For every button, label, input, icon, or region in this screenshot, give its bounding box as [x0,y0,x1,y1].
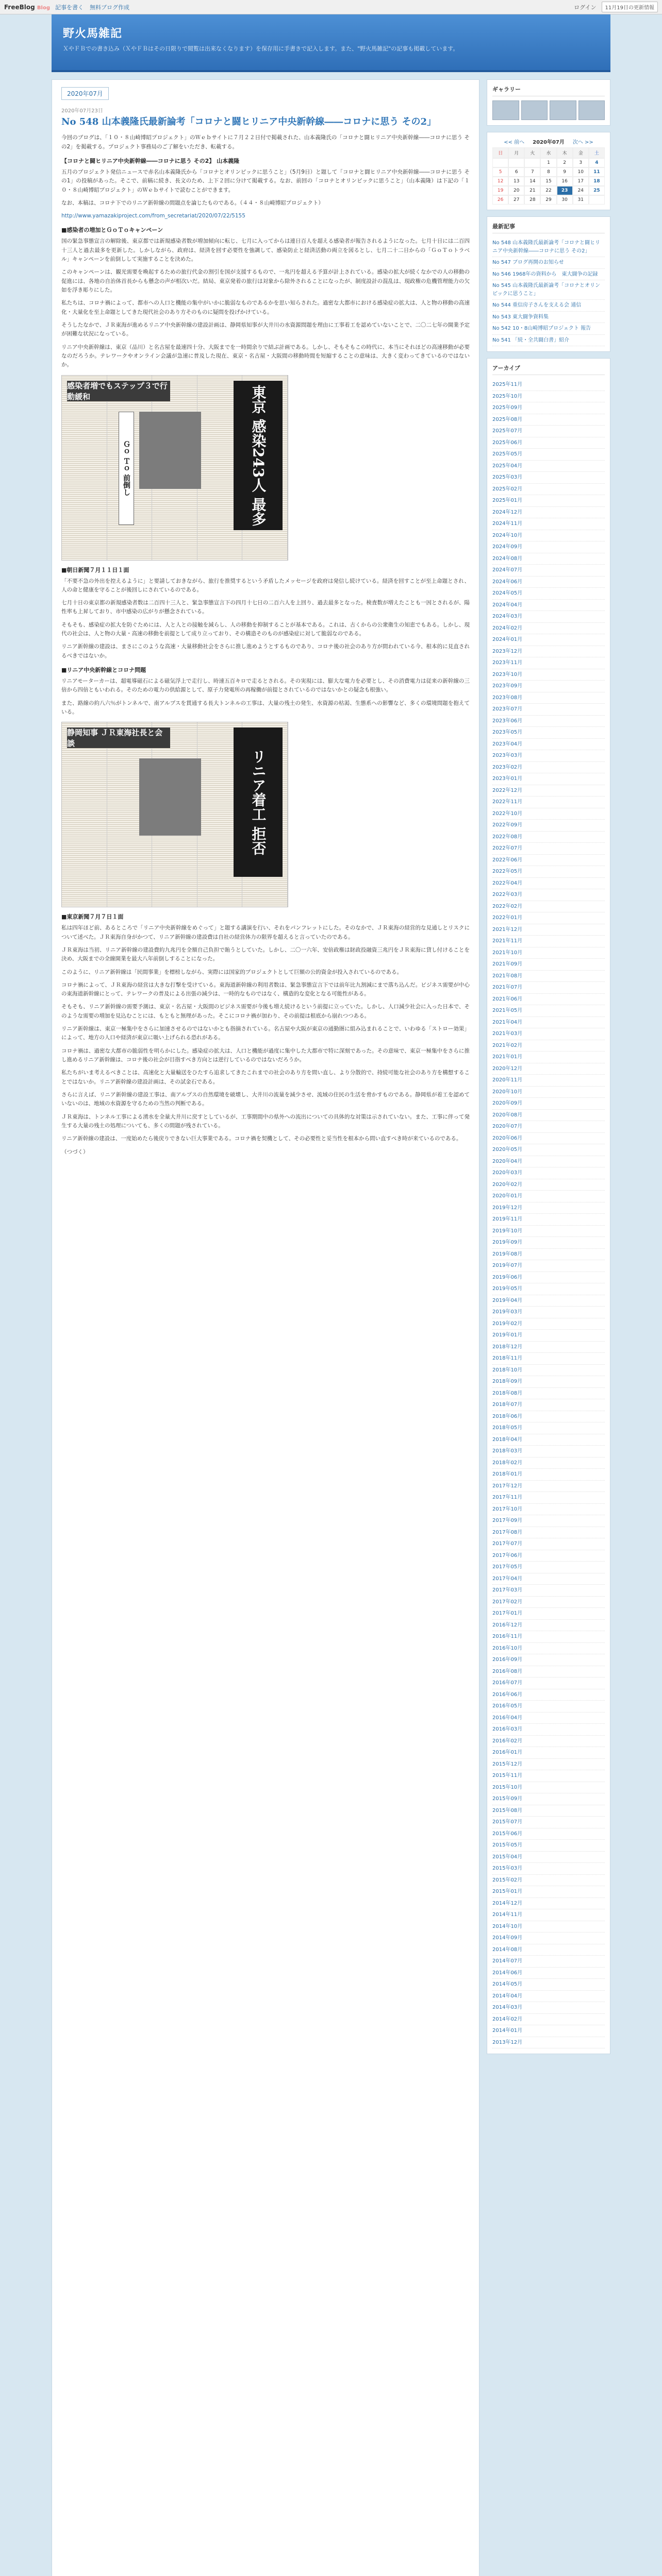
archive-month-link[interactable]: 2015年09月 [492,1793,605,1805]
recent-post-link[interactable]: No 542 10・8山崎博昭プロジェクト 報告 [492,323,605,335]
archive-month-link[interactable]: 2014年03月 [492,2002,605,2014]
paragraph: コロナ禍は、過密な大都市の脆弱性を明らかにした。感染症の拡大は、人口と機能が過度に集中した大都市で特に深刻であった。その意味で、東京一極集中をさらに推し進めるリニア新幹線は、コロナ後の社会が目指すべき方向とは逆行しているのではないだろうか。 [61,1047,470,1063]
paragraph: リニア中央新幹線は、東京（品川）と名古屋を最速四十分、大阪までを一時間余りで結ぶ計画である。しかし、そもそもこの時代に、本当にそれほどの高速移動が必要なのだろうか。テレワークやオンライン会議が急速に普及した現在、東京・名古屋・大阪間の移動時間を短縮することの意味は、大きく変わってきているのではないか。 [61,344,470,368]
archive-month-link[interactable]: 2021年05月 [492,1005,605,1017]
calendar-day: 7 [524,167,540,177]
paragraph: 七月十日の東京都の新規感染者数は二百四十三人と、緊急事態宣言下の四月十七日の二百六人を上回り、過去最多となった。検査数が増えたことも一因とされるが、陽性率も上昇しており、市中感染の広がりが懸念されている。 [61,600,470,615]
archive-month-link[interactable]: 2022年05月 [492,866,605,878]
calendar-weekday: 木 [557,147,573,158]
archive-month-link[interactable]: 2018年09月 [492,1376,605,1388]
section-heading: ■リニア中央新幹線とコロナ問題 [61,667,146,674]
archive-month-link[interactable]: 2015年10月 [492,1782,605,1794]
archive-month-link[interactable]: 2019年11月 [492,1214,605,1226]
archive-month-link[interactable]: 2017年12月 [492,1481,605,1493]
paragraph: リニア新幹線の建設は、まさにこのような高速・大量移動社会をさらに推し進めようとするものであり、コロナ後の社会のあり方が問われている今、根本的に見直されるべきではないか。 [61,643,470,659]
newspaper-headline: 東京 感染243人 最多 [234,381,283,530]
archive-month-link[interactable]: 2019年01月 [492,1330,605,1342]
archive-month-link[interactable]: 2017年11月 [492,1492,605,1504]
archive-month-link[interactable]: 2022年07月 [492,843,605,855]
archive-month-link[interactable]: 2017年07月 [492,1538,605,1550]
paragraph: このキャンペーンは、観光需要を喚起するための旅行代金の割引を国が支援するもので、一兆円を超える予算が計上されている。感染の拡大が続くなかでの人の移動の促進には、各地の自治体首長からも懸念の声が相次いだ。結局、東京発着の旅行は対象から除外されることになったが、制度設計の混乱は、現政権の危機管理能力の欠如を浮き彫りにした。 [61,269,470,294]
archive-month-link[interactable]: 2024年03月 [492,611,605,623]
section-heading: ■感染者の増加とＧｏＴｏキャンペーン [61,227,163,234]
archive-month-link[interactable]: 2017年09月 [492,1515,605,1527]
archive-month-link[interactable]: 2024年04月 [492,600,605,612]
calendar-weekday: 火 [524,147,540,158]
updates-button[interactable]: 11月19日の更新情報 [602,2,658,12]
archive-month-link[interactable]: 2025年07月 [492,426,605,437]
paragraph: （つづく） [61,1148,89,1155]
calendar-day: 10 [573,167,589,177]
archive-month-link[interactable]: 2016年01月 [492,1747,605,1759]
archive-month-link[interactable]: 2023年03月 [492,750,605,762]
calendar-day: 22 [540,186,556,195]
newspaper-sidehead: Ｇｏ Ｔｏ 前倒し [119,412,134,525]
gallery-box [487,79,610,126]
archive-month-link[interactable]: 2015年05月 [492,1840,605,1852]
gallery-thumbnail[interactable] [492,100,519,120]
paragraph: 「不要不急の外出を控えるように」と要請しておきながら、旅行を推奨するという矛盾したメッセージを政府は発信し続けている。経済を回すことが至上命題とされ、人の命と健康を守ることが後回しにされているのである。 [61,578,470,593]
navbar-link[interactable]: 記事を書く [55,4,84,11]
archive-month-link[interactable]: 2019年09月 [492,1237,605,1249]
archive-month-link[interactable]: 2017年01月 [492,1608,605,1620]
caption-body [61,577,470,661]
calendar-prev-link[interactable]: << 前へ [504,140,525,145]
calendar-day [524,158,540,167]
archive-month-link[interactable]: 2024年09月 [492,541,605,553]
archive-month-link[interactable]: 2016年09月 [492,1654,605,1666]
archive-month-link[interactable]: 2022年12月 [492,785,605,797]
archive-month-link[interactable]: 2016年06月 [492,1689,605,1701]
archive-month-link[interactable]: 2019年12月 [492,1202,605,1214]
archive-month-link[interactable]: 2018年01月 [492,1469,605,1481]
archive-month-link[interactable]: 2017年05月 [492,1562,605,1573]
archive-month-link[interactable]: 2019年06月 [492,1272,605,1284]
archive-month-link[interactable]: 2017年03月 [492,1585,605,1597]
archive-month-link[interactable]: 2020年11月 [492,1075,605,1087]
content-columns [52,72,610,2576]
calendar-day: 3 [573,158,589,167]
archive-month-link[interactable]: 2017年08月 [492,1527,605,1539]
archive-month-link[interactable]: 2023年11月 [492,657,605,669]
archive-month-link[interactable]: 2020年06月 [492,1133,605,1145]
archive-month-link[interactable]: 2016年11月 [492,1631,605,1643]
archive-month-link[interactable]: 2025年08月 [492,414,605,426]
navbar-link[interactable]: 無料ブログ作成 [89,4,129,11]
archive-month-link[interactable]: 2020年07月 [492,1121,605,1133]
calendar-day: 6 [508,167,524,177]
section-body [61,168,470,208]
recent-post-link[interactable]: No 544 重信房子さんを支える会 通信 [492,300,605,312]
calendar-day: 5 [492,167,508,177]
archive-month-link[interactable]: 2025年05月 [492,449,605,461]
calendar-day: 13 [508,177,524,186]
page-wrapper [52,14,610,2576]
archive-month-link[interactable]: 2022年10月 [492,808,605,820]
recent-posts-title: 最新記事 [492,222,605,233]
archive-month-link[interactable]: 2018年07月 [492,1399,605,1411]
paragraph: なお、本稿は、コロナ下でのリニア新幹線の問題点を論じたものである。（４４・８山崎博昭プロジェクト） [61,199,324,206]
archive-month-link[interactable]: 2020年05月 [492,1144,605,1156]
archive-month-link[interactable]: 2022年08月 [492,832,605,843]
archive-month-link[interactable]: 2016年04月 [492,1713,605,1724]
archive-month-link[interactable]: 2023年10月 [492,669,605,681]
archive-month-link[interactable]: 2018年03月 [492,1446,605,1458]
archive-month-link[interactable]: 2021年06月 [492,994,605,1006]
archive-month-link[interactable]: 2022年11月 [492,796,605,808]
archive-month-link[interactable]: 2019年10月 [492,1226,605,1238]
archive-month-link[interactable]: 2015年04月 [492,1852,605,1863]
archive-month-link[interactable]: 2013年12月 [492,2037,605,2049]
gallery-thumbnail[interactable] [550,100,576,120]
paragraph: コロナ禍によって、ＪＲ東海の経営は大きな打撃を受けている。東海道新幹線の利用者数は、緊急事態宣言下では前年比九割減にまで落ち込んだ。ビジネス需要が中心の東海道新幹線にとって、テレワークの普及による出張の減少は、一時的なものではなく、構造的な変化となる可能性がある。 [61,981,470,997]
archive-month-link[interactable]: 2015年08月 [492,1805,605,1817]
calendar-day: 12 [492,177,508,186]
calendar-weekday: 水 [540,147,556,158]
archive-month-link[interactable]: 2021年10月 [492,947,605,959]
calendar-day: 24 [573,186,589,195]
archive-month-link[interactable]: 2023年01月 [492,773,605,785]
archive-month-link[interactable]: 2021年01月 [492,1052,605,1063]
archive-month-link[interactable]: 2017年02月 [492,1597,605,1608]
calendar-day: 30 [557,195,573,205]
archive-month-link[interactable]: 2021年03月 [492,1028,605,1040]
archive-month-link[interactable]: 2025年11月 [492,379,605,391]
archive-month-link[interactable]: 2014年04月 [492,1991,605,2003]
archive-month-link[interactable]: 2015年11月 [492,1770,605,1782]
archive-month-link[interactable]: 2023年12月 [492,646,605,658]
archive-month-link[interactable]: 2015年06月 [492,1828,605,1840]
archive-month-link[interactable]: 2019年02月 [492,1318,605,1330]
archive-month-link[interactable]: 2015年03月 [492,1863,605,1875]
archive-month-link[interactable]: 2022年02月 [492,901,605,913]
calendar-day: 1 [540,158,556,167]
paragraph: さらに言えば、リニア新幹線の建設工事は、南アルプスの自然環境を破壊し、大井川の流量を減少させ、流域の住民の生活を脅かすものである。静岡県が着工を認めていないのは、地域の水資源を守るための当然の判断である。 [61,1091,470,1107]
archive-month-link[interactable]: 2020年02月 [492,1179,605,1191]
calendar-day: 16 [557,177,573,186]
paragraph: ＪＲ東海は、トンネル工事による湧水を全量大井川に戻すとしているが、工事期間中の県外への流出についての具体的な対策は示されていない。また、工事に伴って発生する大量の残土の処理についても、多くの問題が残されている。 [61,1113,470,1129]
main-column [52,79,479,2576]
archive-month-link[interactable]: 2025年10月 [492,391,605,403]
archive-month-link[interactable]: 2014年10月 [492,1921,605,1933]
recent-post-link[interactable]: No 547 ブログ再開のお知らせ [492,257,605,269]
paragraph: リニア新幹線の建設は、一度始めたら後戻りできない巨大事業である。コロナ禍を契機として、その必要性と妥当性を根本から問い直すべき時が来ているのである。 [61,1136,462,1142]
archive-month-link[interactable]: 2016年10月 [492,1643,605,1655]
calendar-day: 9 [557,167,573,177]
recent-post-link[interactable]: No 545 山本義隆氏最新論考「コロナとオリンピックに思うこと」 [492,280,605,300]
image-caption: ■朝日新聞７月１１日１面 [61,566,129,573]
calendar-day[interactable]: 25 [589,186,605,195]
archive-month-link[interactable]: 2014年05月 [492,1979,605,1991]
sidebar [487,79,610,2576]
paragraph: そうしたなかで、ＪＲ東海が進めるリニア中央新幹線の建設計画は、静岡県知事が大井川の水資源問題を理由に工事着工を認めていないことで、二〇二七年の開業予定が困難な状況になっている。 [61,321,470,337]
archive-month-link[interactable]: 2020年12月 [492,1063,605,1075]
archive-month-link[interactable]: 2014年07月 [492,1956,605,1968]
archive-month-link[interactable]: 2022年01月 [492,912,605,924]
archive-month-link[interactable]: 2025年03月 [492,472,605,484]
archive-month-link[interactable]: 2018年10月 [492,1365,605,1377]
paragraph: そもそも、感染症の拡大を防ぐためには、人と人との接触を減らし、人の移動を抑制することが基本である。これは、古くからの公衆衛生の知恵でもある。しかし、現代の社会は、人と物の大量・高速の移動を前提として成り立っており、その構造そのものが感染症に対して脆弱なのである。 [61,621,470,637]
archive-month-link[interactable]: 2018年11月 [492,1353,605,1365]
archive-month-link[interactable]: 2022年06月 [492,855,605,867]
calendar-weekday: 土 [589,147,605,158]
archive-month-link[interactable]: 2020年09月 [492,1098,605,1110]
calendar-day[interactable]: 11 [589,167,605,177]
archive-month-link[interactable]: 2025年04月 [492,461,605,472]
calendar-box [487,132,610,210]
calendar-day: 29 [540,195,556,205]
archive-month-link[interactable]: 2024年01月 [492,634,605,646]
navbar-right [574,2,658,12]
archive-month-link[interactable]: 2019年05月 [492,1283,605,1295]
archive-month-link[interactable]: 2016年12月 [492,1620,605,1632]
paragraph: そもそも、リニア新幹線の需要予測は、東京・名古屋・大阪間のビジネス需要が今後も増え続けるという前提に立っていた。しかし、人口減少社会に入った日本で、そのような需要の増加を見込むことには、もともと無理があった。そこにコロナ禍が加わり、その前提は根底から崩れつつある。 [61,1004,470,1019]
archive-month-link[interactable]: 2023年05月 [492,727,605,739]
archive-month-link[interactable]: 2014年11月 [492,1909,605,1921]
archive-month-link[interactable]: 2015年12月 [492,1759,605,1771]
newspaper-photo [139,758,201,836]
calendar-day: 8 [540,167,556,177]
archive-title: アーカイブ [492,364,605,375]
login-link[interactable]: ログイン [574,4,597,11]
archive-month-link[interactable]: 2018年04月 [492,1434,605,1446]
archive-month-link[interactable]: 2018年08月 [492,1388,605,1400]
archive-month-link[interactable]: 2023年08月 [492,692,605,704]
archive-month-link[interactable]: 2025年09月 [492,402,605,414]
paragraph: 国の緊急事態宣言の解除後、東京都では新規感染者数が増加傾向に転じ、七月に入ってからは連日百人を超える感染者が報告されるようになった。七月十日には二百四十三人と過去最多を更新した。しかしながら、政府は、経済を回す必要性を強調して、感染防止と経済活動の両立を図るとし、七月二十二日からの「ＧｏＴｏトラベル」キャンペーンを前倒しして実施することを決めた。 [61,238,470,263]
calendar-day[interactable]: 4 [589,158,605,167]
recent-posts-box [487,216,610,352]
archive-month-link[interactable]: 2024年12月 [492,507,605,519]
archive-month-link[interactable]: 2024年07月 [492,565,605,577]
archive-month-link[interactable]: 2016年05月 [492,1701,605,1713]
recent-post-link[interactable]: No 543 東大闘争資料集 [492,312,605,324]
source-link[interactable]: http://www.yamazakiproject.com/from_secretariat/2020/07/22/5155 [61,213,245,219]
caption-body [61,924,470,1157]
archive-month-link[interactable]: 2022年09月 [492,820,605,832]
archive-month-link[interactable]: 2018年06月 [492,1411,605,1423]
calendar-month: 2020年07月 [533,140,565,145]
archive-month-link[interactable]: 2025年01月 [492,495,605,507]
archive-month-link[interactable]: 2018年05月 [492,1422,605,1434]
archive-month-link[interactable]: 2019年07月 [492,1260,605,1272]
gallery-thumbnail[interactable] [578,100,605,120]
archive-month-link[interactable]: 2020年01月 [492,1191,605,1202]
archive-month-link[interactable]: 2020年04月 [492,1156,605,1168]
paragraph: ＪＲ東海は当初、リニア新幹線の建設費約九兆円を全額自己負担で賄うとしていた。しかし、二〇一六年、安倍政権は財政投融資三兆円をＪＲ東海に貸し付けることを決め、大阪までの全線開業を最大八年前倒しすることになった。 [61,946,470,962]
month-badge: 2020年07月 [61,87,109,100]
gallery-thumbnail[interactable] [521,100,548,120]
post-title[interactable]: No 548 山本義隆氏最新論考「コロナと闘ヒリニア中央新幹線――コロナに思う その2」 [61,116,436,127]
archive-month-link[interactable]: 2021年11月 [492,936,605,947]
newspaper-clipping-image [61,375,288,561]
gallery-title: ギャラリー [492,85,605,96]
archive-month-link[interactable]: 2024年02月 [492,623,605,635]
calendar-day: 28 [524,195,540,205]
calendar-grid [492,147,605,205]
calendar-day[interactable]: 18 [589,177,605,186]
archive-month-link[interactable]: 2020年03月 [492,1167,605,1179]
archive-month-link[interactable]: 2016年07月 [492,1677,605,1689]
newspaper-subheadline: 感染者増でもステップ３で行動緩和 [67,381,170,401]
calendar-day: 2 [557,158,573,167]
calendar-weekday: 月 [508,147,524,158]
recent-post-link[interactable]: No 546 1968年の資料から 東大闘争の記録 [492,269,605,281]
calendar-day: 31 [573,195,589,205]
archive-month-link[interactable]: 2024年06月 [492,577,605,588]
calendar-day: 15 [540,177,556,186]
calendar-next-link[interactable]: 次へ >> [572,140,593,145]
archive-month-link[interactable]: 2014年02月 [492,2014,605,2026]
calendar-day: 20 [508,186,524,195]
paragraph: 私は四年ほど前、あるところで「リニア中央新幹線をめぐって」と題する講演を行い、それをパンフレットにした。そのなかで、ＪＲ東海の経営的な見通しとリスクについて述べた。ＪＲ東海自身がかつて、リニア新幹線の建設費は自社の経営体力の限界を超えると言っていたのである。 [61,925,470,940]
archive-month-link[interactable]: 2014年06月 [492,1968,605,1979]
archive-month-link[interactable]: 2023年02月 [492,762,605,774]
image-caption: ■東京新聞７月７日１面 [61,913,124,921]
archive-month-link[interactable]: 2023年07月 [492,704,605,716]
archive-month-link[interactable]: 2014年08月 [492,1944,605,1956]
archive-month-link[interactable]: 2014年01月 [492,2025,605,2037]
calendar-day [508,158,524,167]
calendar-day: 19 [492,186,508,195]
calendar-weekday: 金 [573,147,589,158]
archive-month-link[interactable]: 2014年12月 [492,1898,605,1910]
calendar-day: 17 [573,177,589,186]
archive-month-link[interactable]: 2019年03月 [492,1307,605,1318]
blog-description: ＸやＦＢでの書き込み（ＸやＦＢはその日限りで閲覧は出来なくなります）を保存用に手書きで記入します。また、"野火馬雑記"の記事も掲載しています。 [63,45,459,52]
archive-month-link[interactable]: 2024年10月 [492,530,605,542]
paragraph: リニアモーターカーは、超電導磁石による磁気浮上で走行し、時速五百キロで走るとされる。その実現には、膨大な電力を必要とし、その消費電力は従来の新幹線の三倍から四倍ともいわれる。そのための電力の供給源として、原子力発電所の再稼働が前提とされているのではないかとの疑念も根強い。 [61,678,470,693]
newspaper-photo [139,412,201,489]
archive-month-link[interactable]: 2021年12月 [492,924,605,936]
archive-month-link[interactable]: 2021年02月 [492,1040,605,1052]
navbar-links [55,3,129,11]
archive-month-link[interactable]: 2017年04月 [492,1573,605,1585]
newspaper-subheadline: 静岡知事 ＪＲ東海社長と会談 [67,727,170,748]
archive-month-link[interactable]: 2017年06月 [492,1550,605,1562]
archive-month-link[interactable]: 2020年08月 [492,1110,605,1122]
archive-month-link[interactable]: 2016年03月 [492,1724,605,1736]
paragraph: 私たちがいま考えるべきことは、高速化と大量輸送をひたすら追求してきたこれまでの社会のあり方を問い直し、より分散的で、持続可能な社会のあり方を構想することではないか。リニア新幹線の建設計画は、その試金石である。 [61,1070,470,1085]
paragraph: また、路線の約八六％がトンネルで、南アルプスを貫通する長大トンネルの工事は、大量の残土の発生、水資源の枯渇、生態系への影響など、多くの環境問題を抱えている。 [61,700,470,715]
archive-month-link[interactable]: 2021年07月 [492,982,605,994]
recent-post-link[interactable]: No 541 「続・全共闘白書」紹介 [492,335,605,347]
calendar-day: 27 [508,195,524,205]
calendar-day: 26 [492,195,508,205]
archive-month-link[interactable]: 2018年12月 [492,1342,605,1353]
post-intro [61,133,470,151]
section-heading: 【コロナと闘ヒリニア中央新幹線――コロナに思う その2】 山本義隆 [61,157,240,164]
site-logo[interactable]: FreeBlog Blog [4,3,50,11]
archive-month-link[interactable]: 2019年08月 [492,1249,605,1261]
paragraph: このように、リニア新幹線は「民間事業」を標榜しながら、実際には国家的プロジェクトとして巨額の公的資金が投入されているのである。 [61,969,403,975]
post-date: 2020年07月23日 [61,108,103,114]
archive-month-link[interactable]: 2016年08月 [492,1666,605,1678]
calendar-day[interactable]: 23 [557,186,573,195]
calendar-day [492,158,508,167]
paragraph: 五月のプロジェクト発信ニュースで赤名山本義隆氏から「コロナとオリンピックに思うこと」（5月9日）と題して「コロナと闘ヒリニア中央新幹線――コロナに思う その1」の投稿があった。そこで、前稿に続き、長文のため、上下２回に分けて掲載する。なお、前回の「コロナとオリンピックに思うこと」（山本義隆）は下記の「１０・８山崎博昭プロジェクト」のＷｅｂサイトで読むことができます。 [61,168,470,193]
recent-post-link[interactable]: No 548 山本義隆氏最新論考「コロナと闘ヒリニア中央新幹線――コロナに思う その2」 [492,238,605,257]
archive-list [492,379,605,2048]
paragraph: リニア新幹線は、東京一極集中をさらに加速させるのではないかとも指摘されている。名古屋や大阪が東京の通勤圏に組み込まれることで、いわゆる「ストロー効果」によって、地方の人口や経済が東京に吸い上げられる恐れがある。 [61,1026,470,1041]
archive-month-link[interactable]: 2025年02月 [492,484,605,496]
top-navbar [0,0,662,14]
archive-month-link[interactable]: 2018年02月 [492,1458,605,1469]
archive-month-link[interactable]: 2017年10月 [492,1504,605,1516]
archive-month-link[interactable]: 2024年11月 [492,518,605,530]
newspaper-headline: リニア着工 拒否 [234,727,283,877]
paragraph: 今回のブログは、「１０・８山崎博昭プロジェクト」のＷｅｂサイトに７月２２日付で掲載された、山本義隆氏の「コロナと闘ヒリニア中央新幹線――コロナに思う その2」を掲載する。プロジェクト事務局のご了解をいただき、転載する。 [61,134,470,150]
calendar-header [492,138,605,145]
archive-month-link[interactable]: 2021年04月 [492,1017,605,1029]
archive-month-link[interactable]: 2020年10月 [492,1087,605,1098]
calendar-day [589,195,605,205]
newspaper-clipping-image [61,722,288,907]
archive-month-link[interactable]: 2021年08月 [492,971,605,982]
recent-posts-list [492,238,605,346]
archive-month-link[interactable]: 2025年06月 [492,437,605,449]
archive-month-link[interactable]: 2015年01月 [492,1886,605,1898]
archive-month-link[interactable]: 2014年09月 [492,1933,605,1944]
calendar-day: 21 [524,186,540,195]
paragraph: 私たちは、コロナ禍によって、都市への人口と機能の集中がいかに脆弱なものであるかを思い知らされた。過密な大都市における感染症の拡大は、人と物の移動の高速化・大量化を至上命題としてきた現代社会のあり方そのものに疑問を投げかけている。 [61,300,470,315]
blog-title[interactable]: 野火馬雑記 [63,27,123,40]
section-body [61,237,470,369]
archive-month-link[interactable]: 2015年07月 [492,1817,605,1828]
archive-month-link[interactable]: 2016年02月 [492,1736,605,1748]
archive-month-link[interactable]: 2024年05月 [492,588,605,600]
gallery-grid [492,100,605,120]
archive-month-link[interactable]: 2023年04月 [492,739,605,751]
calendar-day: 14 [524,177,540,186]
archive-month-link[interactable]: 2019年04月 [492,1295,605,1307]
calendar-weekday: 日 [492,147,508,158]
archive-month-link[interactable]: 2022年03月 [492,889,605,901]
archive-month-link[interactable]: 2021年09月 [492,959,605,971]
archive-month-link[interactable]: 2023年09月 [492,681,605,692]
blog-header [52,14,610,72]
archive-month-link[interactable]: 2023年06月 [492,716,605,727]
archive-month-link[interactable]: 2022年04月 [492,878,605,890]
archive-month-link[interactable]: 2024年08月 [492,553,605,565]
section-body [61,677,470,717]
archive-month-link[interactable]: 2015年02月 [492,1875,605,1887]
archive-box [487,358,610,2054]
